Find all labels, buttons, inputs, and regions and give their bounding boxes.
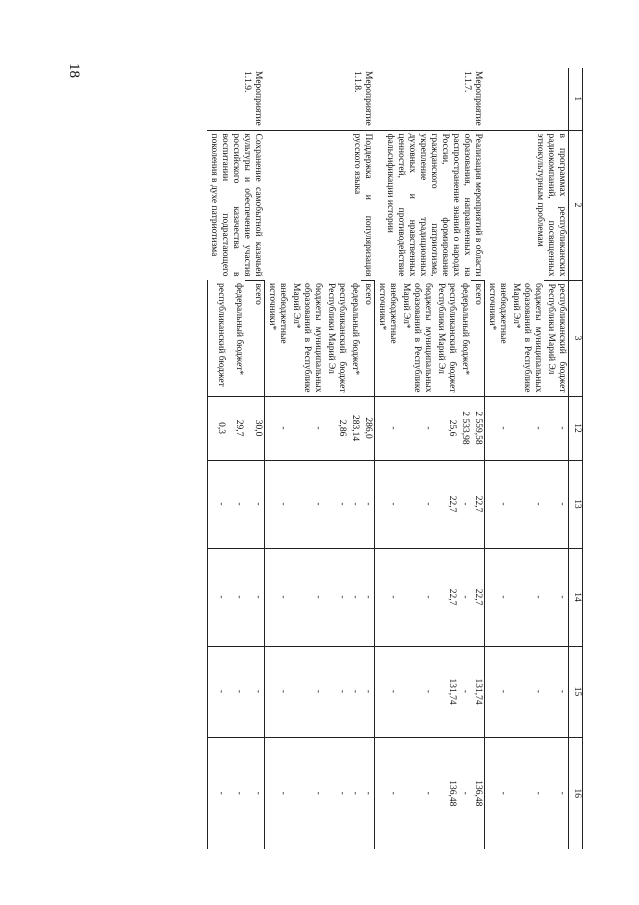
- value-col-13: -: [544, 460, 569, 548]
- value-col-13: -: [361, 460, 375, 548]
- value-col-15: -: [361, 646, 375, 737]
- value-col-15: -: [544, 646, 569, 737]
- value-col-16: -: [458, 737, 471, 849]
- value-col-14: -: [289, 548, 324, 646]
- funding-source: всего: [245, 280, 264, 396]
- value-col-16: -: [348, 737, 361, 849]
- value-col-15: 131,74: [434, 646, 458, 737]
- header-col-14: 14: [569, 548, 583, 646]
- funding-source: внебюджетные источники*: [265, 280, 290, 396]
- table-row: [245, 68, 264, 849]
- funding-source: бюджеты муниципальных образований в Республике Марий Эл*: [511, 283, 543, 393]
- value-col-12: 30,0: [245, 396, 264, 460]
- header-col-16: 16: [569, 737, 583, 849]
- value-col-15: 131,74: [471, 646, 485, 737]
- value-col-14: -: [245, 548, 264, 646]
- value-col-13: -: [485, 460, 510, 548]
- value-col-16: -: [289, 737, 324, 849]
- measure-id: Мероприятие 1.1.8.: [352, 71, 374, 126]
- value-col-13: -: [399, 460, 434, 548]
- funding-source: всего: [361, 280, 375, 396]
- value-col-12: -: [265, 396, 290, 460]
- funding-source: бюджеты муниципальных образований в Республике Марий Эл*: [291, 283, 323, 393]
- value-col-16: -: [227, 737, 246, 849]
- value-col-15: -: [348, 646, 361, 737]
- value-col-12: -: [289, 396, 324, 460]
- value-col-14: -: [324, 548, 348, 646]
- funding-source: федеральный бюджет*: [350, 283, 360, 376]
- value-col-13: -: [375, 460, 400, 548]
- value-col-14: 22,7: [471, 548, 485, 646]
- rotated-table-wrapper: [118, 68, 583, 849]
- value-col-15: -: [324, 646, 348, 737]
- value-col-12: 0,3: [208, 396, 227, 460]
- header-col-13: 13: [569, 460, 583, 548]
- funding-source: республиканский бюджет: [208, 280, 227, 396]
- value-col-14: -: [544, 548, 569, 646]
- value-col-12: -: [509, 396, 544, 460]
- value-col-14: -: [509, 548, 544, 646]
- value-col-13: -: [227, 460, 246, 548]
- value-col-15: -: [458, 646, 471, 737]
- value-col-16: -: [324, 737, 348, 849]
- budget-table: [207, 68, 583, 849]
- value-col-15: -: [509, 646, 544, 737]
- measure-name: Сохранение самобытной казачьей культуры и обеспечение участия российского казачества в воспитании подрастающего поколения в духе патриотизма: [208, 130, 265, 280]
- value-col-16: -: [245, 737, 264, 849]
- table-row: [471, 68, 485, 849]
- value-col-12: 283,14: [348, 396, 361, 460]
- measure-id: [485, 68, 569, 130]
- measure-id: Мероприятие 1.1.7.: [462, 71, 484, 126]
- value-col-15: -: [208, 646, 227, 737]
- page-number: 18: [66, 63, 82, 78]
- value-col-15: -: [227, 646, 246, 737]
- value-col-12: -: [485, 396, 510, 460]
- funding-source: федеральный бюджет*: [234, 283, 245, 376]
- value-col-14: 22,7: [434, 548, 458, 646]
- value-col-16: -: [208, 737, 227, 849]
- header-col-1: 1: [569, 68, 583, 130]
- value-col-15: -: [289, 646, 324, 737]
- value-col-15: -: [485, 646, 510, 737]
- funding-source: республиканский бюджет Республики Марий Эл: [436, 283, 457, 393]
- value-col-12: 2 533,98: [458, 396, 471, 460]
- header-col-15: 15: [569, 646, 583, 737]
- header-col-12: 12: [569, 396, 583, 460]
- table-row: [361, 68, 375, 849]
- value-col-12: 25,6: [434, 396, 458, 460]
- value-col-14: -: [265, 548, 290, 646]
- value-col-12: 2,86: [324, 396, 348, 460]
- funding-source: всего: [471, 280, 485, 396]
- funding-source: внебюджетные источники*: [375, 280, 400, 396]
- value-col-13: -: [509, 460, 544, 548]
- table-body: [208, 68, 569, 849]
- value-col-12: -: [375, 396, 400, 460]
- measure-name: Поддержка и популяризация русского языка: [265, 130, 375, 280]
- funding-source: бюджеты муниципальных образований в Республике Марий Эл*: [401, 283, 433, 393]
- value-col-16: -: [509, 737, 544, 849]
- table-row: [544, 68, 569, 849]
- value-col-13: -: [265, 460, 290, 548]
- value-col-13: -: [458, 460, 471, 548]
- header-row: [569, 68, 583, 849]
- value-col-13: -: [208, 460, 227, 548]
- value-col-15: -: [399, 646, 434, 737]
- value-col-14: -: [399, 548, 434, 646]
- value-col-15: -: [375, 646, 400, 737]
- funding-source: республиканский бюджет Республики Марий Эл: [544, 280, 569, 396]
- measure-name: Реализация мероприятий в области образования, направленных на распространение знаний о народах России, формирование гражданского патриотизма, укрепление традиционных духовных и нравственных ценностей, противодействие фальсификации истории: [375, 130, 485, 280]
- value-col-12: 2 559,58: [471, 396, 485, 460]
- value-col-13: 22,7: [434, 460, 458, 548]
- measure-id: Мероприятие 1.1.9.: [242, 71, 264, 126]
- value-col-14: -: [348, 548, 361, 646]
- value-col-12: 29,7: [227, 396, 246, 460]
- value-col-13: 22,7: [471, 460, 485, 548]
- value-col-16: -: [265, 737, 290, 849]
- value-col-12: -: [399, 396, 434, 460]
- value-col-12: -: [544, 396, 569, 460]
- value-col-12: 286,0: [361, 396, 375, 460]
- value-col-14: -: [227, 548, 246, 646]
- value-col-16: -: [544, 737, 569, 849]
- header-col-2: 2: [569, 130, 583, 280]
- value-col-16: 136,48: [434, 737, 458, 849]
- funding-source: федеральный бюджет*: [460, 283, 470, 376]
- value-col-14: -: [208, 548, 227, 646]
- value-col-16: -: [375, 737, 400, 849]
- value-col-13: -: [245, 460, 264, 548]
- value-col-16: -: [361, 737, 375, 849]
- value-col-14: -: [485, 548, 510, 646]
- value-col-16: -: [399, 737, 434, 849]
- funding-source: республиканский бюджет Республики Марий Эл: [326, 283, 347, 393]
- value-col-14: -: [361, 548, 375, 646]
- value-col-13: -: [324, 460, 348, 548]
- value-col-16: -: [485, 737, 510, 849]
- value-col-13: -: [289, 460, 324, 548]
- value-col-13: -: [348, 460, 361, 548]
- value-col-15: -: [265, 646, 290, 737]
- value-col-14: -: [458, 548, 471, 646]
- header-col-3: 3: [569, 280, 583, 396]
- value-col-16: 136,48: [471, 737, 485, 849]
- value-col-14: -: [375, 548, 400, 646]
- funding-source: внебюджетные источники*: [485, 280, 510, 396]
- measure-name: в программах республиканских радиокомпаний, посвященных этнокультурным проблемам: [485, 130, 569, 280]
- value-col-15: -: [245, 646, 264, 737]
